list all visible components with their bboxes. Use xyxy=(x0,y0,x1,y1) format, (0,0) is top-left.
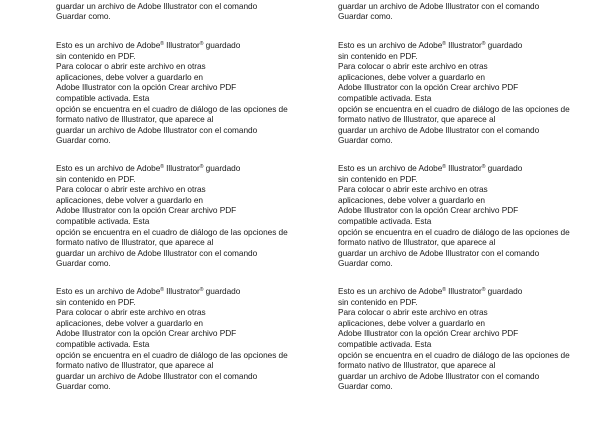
notice-line: guardar un archivo de Adobe Illustrator con el comando xyxy=(338,370,540,381)
notice-line: Para colocar o abrir este archivo en otras xyxy=(56,307,206,318)
notice-line: compatible activada. Esta xyxy=(338,215,432,226)
notice-line: Esto es un archivo de Adobe® Illustrator® guardado xyxy=(338,286,523,296)
notice-line: Adobe Illustrator con la opción Crear archivo PDF xyxy=(338,205,519,216)
notice-line: Guardar como. xyxy=(56,11,111,22)
notice-line: sin contenido en PDF. xyxy=(56,50,136,61)
notice-line: Guardar como. xyxy=(338,135,393,146)
notice-line: compatible activada. Esta xyxy=(338,92,432,103)
notice-line: Guardar como. xyxy=(338,381,393,392)
notice-line: sin contenido en PDF. xyxy=(338,50,418,61)
notice-line: aplicaciones, debe volver a guardarlo en xyxy=(338,194,485,205)
notice-line: opción se encuentra en el cuadro de diálogo de las opciones de xyxy=(56,103,288,114)
notice-line: formato nativo de Illustrator, que aparece al xyxy=(338,360,496,371)
notice-line: formato nativo de Illustrator, que aparece al xyxy=(56,114,214,125)
notice-line: Esto es un archivo de Adobe® Illustrator® guardado xyxy=(56,163,241,173)
notice-line: Adobe Illustrator con la opción Crear archivo PDF xyxy=(338,82,519,93)
notice-line: Adobe Illustrator con la opción Crear archivo PDF xyxy=(56,328,237,339)
notice-line: sin contenido en PDF. xyxy=(338,173,418,184)
notice-line: opción se encuentra en el cuadro de diálogo de las opciones de xyxy=(338,226,570,237)
notice-line: Esto es un archivo de Adobe® Illustrator® guardado xyxy=(338,163,523,173)
notice-line: Adobe Illustrator con la opción Crear archivo PDF xyxy=(338,328,519,339)
notice-block-r4-c2 xyxy=(338,286,608,392)
notice-line: opción se encuentra en el cuadro de diálogo de las opciones de xyxy=(56,226,288,237)
notice-block-r2-c2 xyxy=(338,40,608,146)
notice-line: Para colocar o abrir este archivo en otras xyxy=(338,307,488,318)
notice-line: Guardar como. xyxy=(56,135,111,146)
notice-block-r3-c1 xyxy=(56,163,326,269)
notice-line: Guardar como. xyxy=(56,381,111,392)
notice-line: compatible activada. Esta xyxy=(56,338,150,349)
notice-block-r4-c1 xyxy=(56,286,326,392)
notice-line: compatible activada. Esta xyxy=(338,338,432,349)
notice-line: guardar un archivo de Adobe Illustrator con el comando xyxy=(56,370,258,381)
notice-line: aplicaciones, debe volver a guardarlo en xyxy=(56,194,203,205)
notice-line: Esto es un archivo de Adobe® Illustrator® guardado xyxy=(56,40,241,50)
notice-line: guardar un archivo de Adobe Illustrator con el comando xyxy=(338,247,540,258)
notice-line: Esto es un archivo de Adobe® Illustrator® guardado xyxy=(338,40,523,50)
notice-line: Para colocar o abrir este archivo en otras xyxy=(338,61,488,72)
notice-line: aplicaciones, debe volver a guardarlo en xyxy=(56,71,203,82)
notice-block-r1-c1 xyxy=(56,0,326,22)
notice-line: opción se encuentra en el cuadro de diálogo de las opciones de xyxy=(338,349,570,360)
notice-line: sin contenido en PDF. xyxy=(338,296,418,307)
notice-line: Guardar como. xyxy=(338,258,393,269)
notice-line: formato nativo de Illustrator, que aparece al xyxy=(56,237,214,248)
notice-line: guardar un archivo de Adobe Illustrator con el comando xyxy=(338,0,540,11)
notice-line: Guardar como. xyxy=(338,11,393,22)
notice-line: aplicaciones, debe volver a guardarlo en xyxy=(338,317,485,328)
notice-line: aplicaciones, debe volver a guardarlo en xyxy=(338,71,485,82)
notice-line: formato nativo de Illustrator, que aparece al xyxy=(338,237,496,248)
notice-line: opción se encuentra en el cuadro de diálogo de las opciones de xyxy=(338,103,570,114)
notice-line: Adobe Illustrator con la opción Crear archivo PDF xyxy=(56,205,237,216)
notice-line: guardar un archivo de Adobe Illustrator con el comando xyxy=(338,124,540,135)
notice-line: compatible activada. Esta xyxy=(56,215,150,226)
notice-line: Guardar como. xyxy=(56,258,111,269)
notice-line: guardar un archivo de Adobe Illustrator con el comando xyxy=(56,124,258,135)
notice-line: guardar un archivo de Adobe Illustrator con el comando xyxy=(56,0,258,11)
notice-line: compatible activada. Esta xyxy=(56,92,150,103)
notice-block-r2-c1 xyxy=(56,40,326,146)
notice-line: Para colocar o abrir este archivo en otras xyxy=(56,184,206,195)
notice-line: sin contenido en PDF. xyxy=(56,173,136,184)
notice-line: formato nativo de Illustrator, que aparece al xyxy=(338,114,496,125)
notice-line: sin contenido en PDF. xyxy=(56,296,136,307)
notice-line: Para colocar o abrir este archivo en otras xyxy=(338,184,488,195)
notice-line: Adobe Illustrator con la opción Crear archivo PDF xyxy=(56,82,237,93)
notice-line: aplicaciones, debe volver a guardarlo en xyxy=(56,317,203,328)
notice-line: guardar un archivo de Adobe Illustrator con el comando xyxy=(56,247,258,258)
notice-line: Esto es un archivo de Adobe® Illustrator® guardado xyxy=(56,286,241,296)
notice-line: opción se encuentra en el cuadro de diálogo de las opciones de xyxy=(56,349,288,360)
notice-line: Para colocar o abrir este archivo en otras xyxy=(56,61,206,72)
notice-block-r3-c2 xyxy=(338,163,608,269)
notice-block-r1-c2 xyxy=(338,0,608,22)
notice-line: formato nativo de Illustrator, que aparece al xyxy=(56,360,214,371)
